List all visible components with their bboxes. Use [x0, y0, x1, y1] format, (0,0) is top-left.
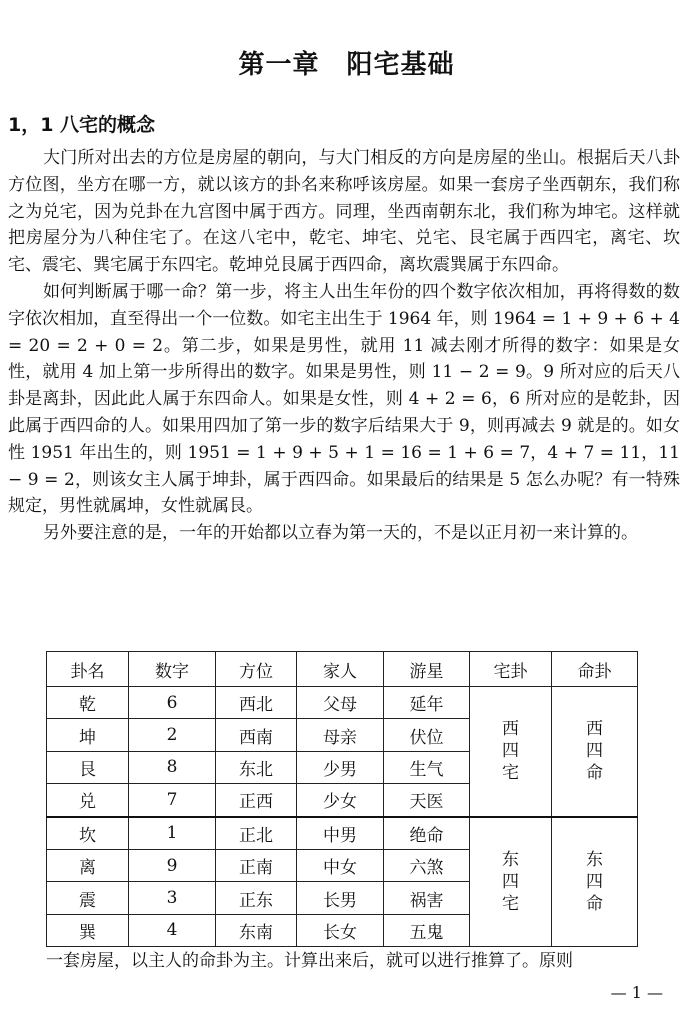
table-cell: 西北	[216, 687, 297, 719]
table-cell: 长男	[297, 882, 384, 914]
table-cell: 绝命	[384, 817, 470, 850]
east-zhai-label: 东 四 宅	[502, 849, 519, 914]
paragraph: 如何判断属于哪一命？第一步，将主人出生年份的四个数字依次相加，再将得数的数字依次相加，直至得出一个一位数。如宅主出生于 1964 年，则 1964 = 1 + 9 + 6 + 4 = 20 = 2 + 0 = 2。第二步，如果是男性，就用 11 减去刚才所得的数字：如果是女性，就用 4 加上第一步所得出的数字。如果是男性，则 11 − 2 = 9。9 所对应的后天八卦是离卦，因此此人属于东四命人。如果是女性，则 4 + 2 = 6，6 所对应的是乾卦，因此属于西四命的人。如果用四加了第一步的数字后结果大于 9，则再减去 9 就是的。如女性 1951 年出生的，则 1951 = 1 + 9 + 5 + 1 = 16 = 1 + 6 = 7，4 + 7 = 11，11 − 9 = 2，则该女主人属于坤卦，属于西四命。如果最后的结果是 5 怎么办呢？有一特殊规定，男性就属坤，女性就属艮。	[8, 281, 680, 517]
table-cell: 6	[129, 687, 216, 719]
table-cell: 4	[129, 914, 216, 946]
table-cell: 西南	[216, 719, 297, 751]
table-cell: 7	[129, 784, 216, 817]
west-ming-label: 西 四 命	[586, 719, 603, 784]
column-header: 方位	[216, 652, 297, 687]
table-cell: 伏位	[384, 719, 470, 751]
bagua-table	[46, 651, 638, 947]
table-cell: 生气	[384, 751, 470, 783]
table-cell: 长女	[297, 914, 384, 946]
section-title: 1，1 八宅的概念	[8, 114, 156, 136]
table-cell: 乾	[47, 687, 129, 719]
table-cell: 正东	[216, 882, 297, 914]
east-ming-cell	[552, 817, 638, 947]
table-cell: 祸害	[384, 882, 470, 914]
column-header: 命卦	[552, 652, 638, 687]
east-ming-label: 东 四 命	[586, 849, 603, 914]
table-cell: 延年	[384, 687, 470, 719]
table-cell: 兑	[47, 784, 129, 817]
table-cell: 中女	[297, 849, 384, 881]
column-header: 卦名	[47, 652, 129, 687]
table-cell: 少男	[297, 751, 384, 783]
column-header: 游星	[384, 652, 470, 687]
paragraph: 另外要注意的是，一年的开始都以立春为第一天的，不是以正月初一来计算的。	[43, 523, 638, 544]
table-cell: 3	[129, 882, 216, 914]
page-number: — 1 —	[610, 983, 663, 1002]
table-cell: 8	[129, 751, 216, 783]
table-cell: 坎	[47, 817, 129, 850]
table-cell: 东南	[216, 914, 297, 946]
table-header-row	[47, 652, 638, 687]
table-cell: 坤	[47, 719, 129, 751]
body-text	[8, 145, 680, 547]
table-row	[47, 687, 638, 719]
west-zhai-label: 西 四 宅	[502, 719, 519, 784]
table-cell: 少女	[297, 784, 384, 817]
table-cell: 正西	[216, 784, 297, 817]
west-zhai-cell	[470, 687, 552, 817]
table-cell: 母亲	[297, 719, 384, 751]
west-ming-cell	[552, 687, 638, 817]
table-cell: 1	[129, 817, 216, 850]
table-cell: 震	[47, 882, 129, 914]
table-cell: 巽	[47, 914, 129, 946]
table-cell: 中男	[297, 817, 384, 850]
table-cell: 东北	[216, 751, 297, 783]
table-cell: 2	[129, 719, 216, 751]
table-row	[47, 817, 638, 850]
table-cell: 离	[47, 849, 129, 881]
column-header: 家人	[297, 652, 384, 687]
paragraph: 大门所对出去的方位是房屋的朝向，与大门相反的方向是房屋的坐山。根据后天八卦方位图，坐方在哪一方，就以该方的卦名来称呼该房屋。如果一套房子坐西朝东，我们称之为兑宅，因为兑卦在九宫图中属于西方。同理，坐西南朝东北，我们称为坤宅。这样就把房屋分为八种住宅了。在这八宅中，乾宅、坤宅、兑宅、艮宅属于西四宅，离宅、坎宅、震宅、巽宅属于东四宅。乾坤兑艮属于西四命，离坎震巽属于东四命。	[8, 148, 680, 276]
table-cell: 9	[129, 849, 216, 881]
chapter-title: 第一章 阳宅基础	[238, 50, 455, 80]
table-cell: 六煞	[384, 849, 470, 881]
column-header: 数字	[129, 652, 216, 687]
table-cell: 艮	[47, 751, 129, 783]
table-cell: 正北	[216, 817, 297, 850]
column-header: 宅卦	[470, 652, 552, 687]
table-cell: 天医	[384, 784, 470, 817]
table-cell: 父母	[297, 687, 384, 719]
closing-paragraph: 一套房屋，以主人的命卦为主。计算出来后，就可以进行推算了。原则	[46, 951, 573, 971]
table-cell: 正南	[216, 849, 297, 881]
table-cell: 五鬼	[384, 914, 470, 946]
east-zhai-cell	[470, 817, 552, 947]
